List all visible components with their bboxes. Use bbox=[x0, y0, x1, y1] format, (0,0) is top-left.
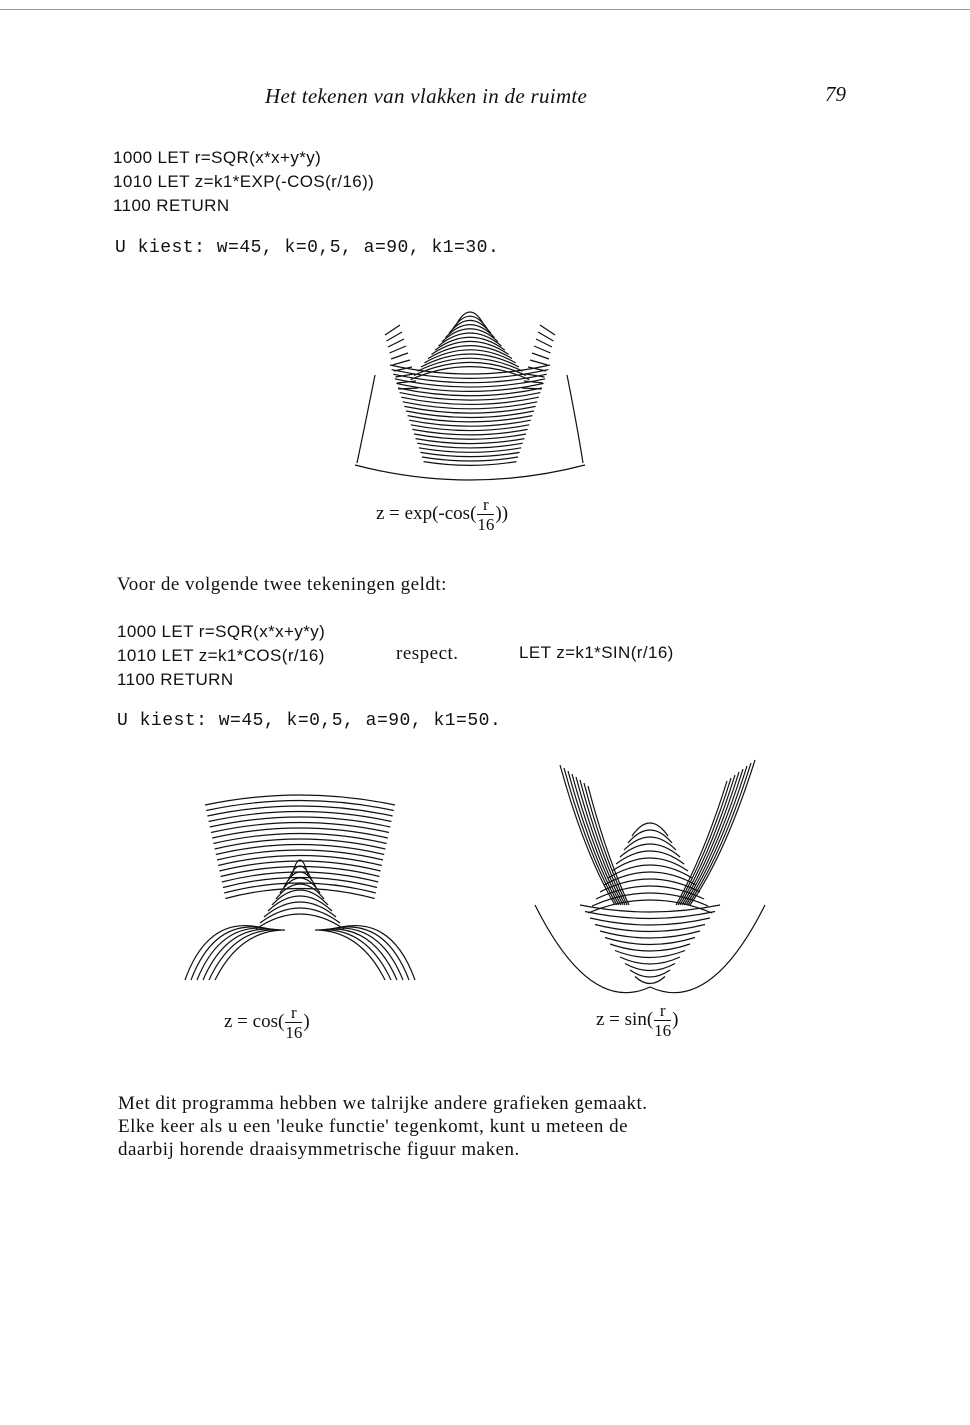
intro-text: Voor de volgende twee tekeningen geldt: bbox=[117, 574, 447, 595]
contour-line bbox=[401, 397, 539, 404]
contour-line bbox=[215, 930, 285, 980]
contour-line bbox=[422, 457, 518, 461]
contour-line bbox=[406, 411, 534, 418]
contour-line bbox=[425, 350, 516, 363]
contour-line bbox=[390, 346, 407, 353]
surface-plot-cos bbox=[180, 770, 420, 990]
contour-line bbox=[391, 353, 408, 359]
contour-line bbox=[428, 346, 512, 359]
contour-line bbox=[268, 896, 332, 911]
surface-plot-exp bbox=[345, 295, 595, 485]
contour-line bbox=[540, 325, 555, 335]
contour-line bbox=[264, 902, 336, 917]
figure-caption: z = sin( $\frac{r}{16}$ ) bbox=[596, 1001, 679, 1040]
outline bbox=[357, 375, 375, 463]
code-line: 1100 RETURN bbox=[117, 670, 234, 689]
contour-line bbox=[420, 452, 519, 456]
contour-line bbox=[418, 358, 523, 371]
contour-line bbox=[387, 332, 403, 341]
figure-caption: z = exp(-cos( $\frac{r}{16}$ )) bbox=[376, 495, 509, 534]
parameter-choice: U kiest: w=45, k=0,5, a=90, k1=30. bbox=[115, 238, 500, 258]
code-line: 1000 LET r=SQR(x*x+y*y) bbox=[117, 622, 326, 641]
contour-line bbox=[388, 339, 404, 347]
contour-line bbox=[324, 928, 403, 980]
contour-line bbox=[404, 406, 535, 413]
contour-line bbox=[280, 878, 320, 893]
contour-line bbox=[432, 341, 509, 354]
contour-line bbox=[536, 339, 552, 347]
contour-line bbox=[393, 360, 411, 365]
closing-text: Elke keer als u een 'leuke functie' tegenkomt, kunt u meteen de bbox=[118, 1116, 628, 1137]
parameter-choice: U kiest: w=45, k=0,5, a=90, k1=50. bbox=[117, 711, 502, 731]
code-line: 1000 LET r=SQR(x*x+y*y) bbox=[113, 148, 322, 167]
contour-line bbox=[408, 416, 533, 422]
closing-text: daarbij horende draaisymmetrische figuur maken. bbox=[118, 1139, 520, 1160]
respect-label: respect. bbox=[396, 643, 459, 664]
contour-line bbox=[403, 402, 537, 409]
contour-line bbox=[185, 926, 270, 980]
contour-line bbox=[532, 353, 549, 359]
code-line: 1100 RETURN bbox=[113, 196, 230, 215]
outline bbox=[567, 375, 583, 463]
contour-line bbox=[288, 866, 312, 881]
outline bbox=[355, 465, 585, 480]
contour-line bbox=[588, 900, 712, 913]
contour-line bbox=[321, 929, 397, 980]
contour-line bbox=[292, 860, 308, 875]
top-rule bbox=[0, 9, 970, 10]
contour-line bbox=[446, 325, 495, 338]
code-line: 1010 LET z=k1*EXP(-COS(r/16)) bbox=[113, 172, 375, 191]
figure-caption: z = cos( $\frac{r}{16}$ ) bbox=[224, 1003, 310, 1042]
contour-line bbox=[424, 462, 517, 466]
closing-text: Met dit programma hebben we talrijke andere grafieken gemaakt. bbox=[118, 1093, 648, 1114]
code-alternative: LET z=k1*SIN(r/16) bbox=[519, 643, 674, 662]
code-line: 1010 LET z=k1*COS(r/16) bbox=[117, 646, 325, 665]
contour-line bbox=[538, 332, 554, 341]
contour-line bbox=[421, 354, 519, 367]
page-number: 79 bbox=[825, 82, 846, 106]
surface-plot-sin bbox=[530, 755, 770, 995]
contour-line bbox=[530, 360, 548, 365]
contour-line bbox=[203, 929, 279, 980]
contour-line bbox=[197, 928, 276, 980]
contour-line bbox=[442, 329, 498, 342]
contour-line bbox=[284, 872, 316, 887]
contour-line bbox=[260, 908, 340, 923]
contour-line bbox=[534, 346, 551, 353]
contour-line bbox=[449, 320, 491, 333]
contour-line bbox=[315, 930, 385, 980]
contour-line bbox=[411, 367, 530, 380]
contour-line bbox=[330, 926, 415, 980]
running-head: Het tekenen van vlakken in de ruimte bbox=[265, 84, 588, 108]
contour-line bbox=[276, 884, 324, 899]
contour-line bbox=[385, 325, 400, 335]
contour-line bbox=[409, 420, 531, 426]
